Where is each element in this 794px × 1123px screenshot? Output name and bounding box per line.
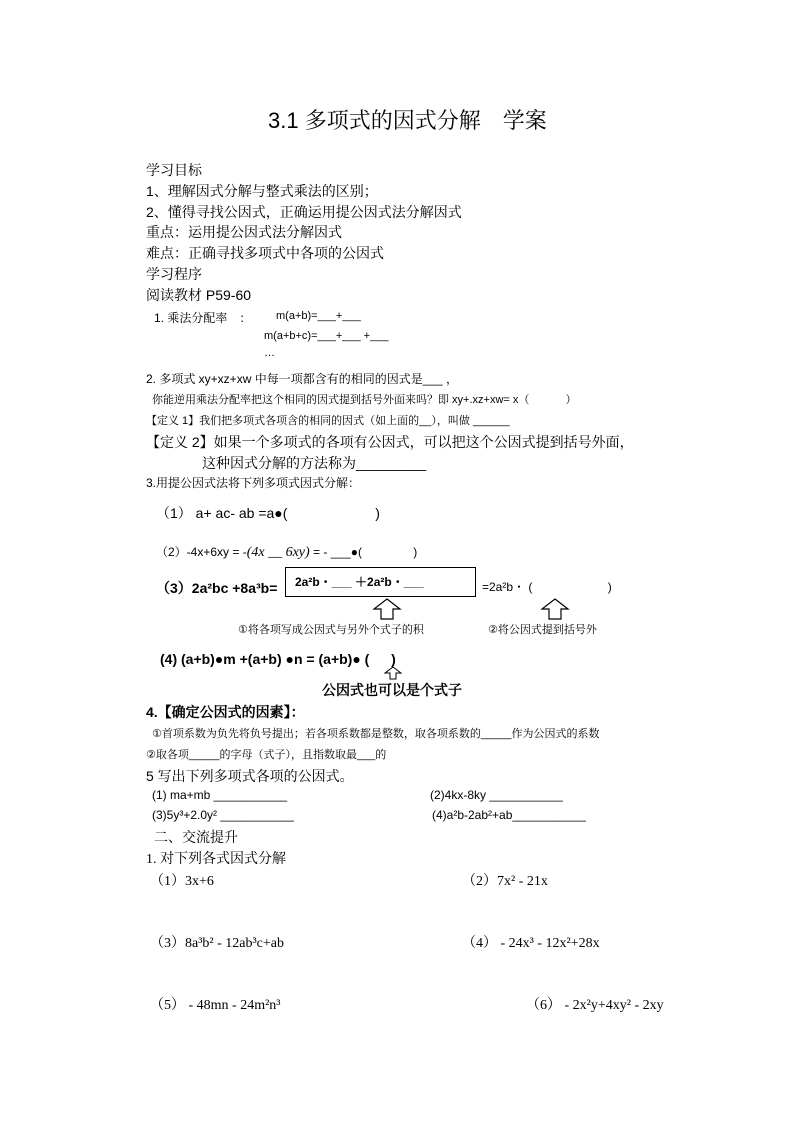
example-3-post: =2a²b・ ( ) <box>482 580 612 594</box>
example-4-note: 公因式也可以是个式子 <box>322 682 462 698</box>
q5-item-4: (4)a²b-2ab²+ab___________ <box>432 808 586 822</box>
problem-6: （6） - 2x²y+4xy² - 2xy <box>526 998 664 1013</box>
factors-heading: 4.【确定公因式的因素】： <box>146 704 305 720</box>
factor-rule-1: ①首项系数为负先将负号提出；若各项系数都是整数，取各项系数的_____作为公因式的系数 <box>152 728 600 740</box>
section-2-line-1: 2. 多项式 xy+xz+xw 中每一项都含有的相同的因式是___ ， <box>146 372 459 386</box>
example-2-post: = - ___●( ) <box>309 545 418 559</box>
objectives-heading: 学习目标 <box>146 162 202 178</box>
page-title: 3.1 多项式的因式分解 学案 <box>268 108 547 133</box>
difficulty: 难点：正确寻找多项式中各项的公因式 <box>146 245 384 261</box>
example-2 <box>156 543 417 561</box>
distributive-line-3: … <box>264 347 275 359</box>
problem-3: （3）8a³b² - 12ab³c+ab <box>150 936 285 951</box>
section-3-heading: 3.用提公因式法将下列多项式因式分解： <box>146 476 361 490</box>
procedure-heading: 学习程序 <box>146 266 202 282</box>
note-1: ①将各项写成公因式与另外个式子的积 <box>238 624 424 636</box>
distributive-line-2: m(a+b+c)=___+___ +___ <box>264 330 389 342</box>
problem-4: （4） - 24x³ - 12x²+28x <box>462 936 600 951</box>
part-2-question: 1. 对下列各式因式分解 <box>146 852 286 867</box>
definition-2-b: 这种因式分解的方法称为_________ <box>202 455 427 471</box>
q5-heading: 5 写出下列多项式各项的公因式。 <box>146 768 354 784</box>
q5-item-2: (2)4kx-8ky ___________ <box>430 788 563 802</box>
up-arrow-icon <box>372 598 402 620</box>
problem-1: （1）3x+6 <box>150 874 214 889</box>
part-2-heading: 二、交流提升 <box>154 829 238 845</box>
example-1: （1） a+ ac- ab =a●( ) <box>156 505 380 521</box>
factor-rule-2: ②取各项_____的字母（式子），且指数取最___的 <box>146 749 387 761</box>
problem-5: （5） - 48mn - 24m²n³ <box>150 998 281 1013</box>
objective-1: 1、理解因式分解与整式乘法的区别； <box>146 183 378 199</box>
example-2-mid: (4x __ 6xy) <box>246 545 310 560</box>
q5-item-1: (1) ma+mb ___________ <box>152 788 288 802</box>
up-arrow-icon <box>384 666 402 680</box>
note-2: ②将公因式提到括号外 <box>488 624 597 636</box>
up-arrow-icon <box>540 598 570 620</box>
definition-1: 【定义 1】我们把多项式各项含的相同的因式（如上面的__），叫做 ______ <box>146 415 510 427</box>
section-1-label: 1. 乘法分配率 ： <box>154 311 252 325</box>
problem-2: （2）7x² - 21x <box>462 874 548 889</box>
example-3-box-text: 2a²b・___ ＋2a²b・___ <box>295 575 424 589</box>
reading-text: 阅读教材 P59-60 <box>146 287 252 303</box>
objective-2: 2、懂得寻找公因式，正确运用提公因式法分解因式 <box>146 204 462 220</box>
distributive-line-1: m(a+b)=___+___ <box>276 310 361 322</box>
section-2-line-2: 你能逆用乘法分配率把这个相同的因式提到括号外面来吗？即 xy+.xz+xw= x（ ） <box>152 394 577 406</box>
definition-2-a: 【定义 2】如果一个多项式的各项有公因式，可以把这个公因式提到括号外面， <box>146 434 634 450</box>
key-point: 重点：运用提公因式法分解因式 <box>146 224 342 240</box>
example-4: (4) (a+b)●m +(a+b) ●n = (a+b)● ( ) <box>160 651 396 667</box>
example-2-pre: （2）-4x+6xy = - <box>156 545 247 559</box>
example-3-pre: （3）2a²bc +8a³b= <box>156 580 278 596</box>
q5-item-3: (3)5y³+2.0y² ___________ <box>152 808 294 822</box>
